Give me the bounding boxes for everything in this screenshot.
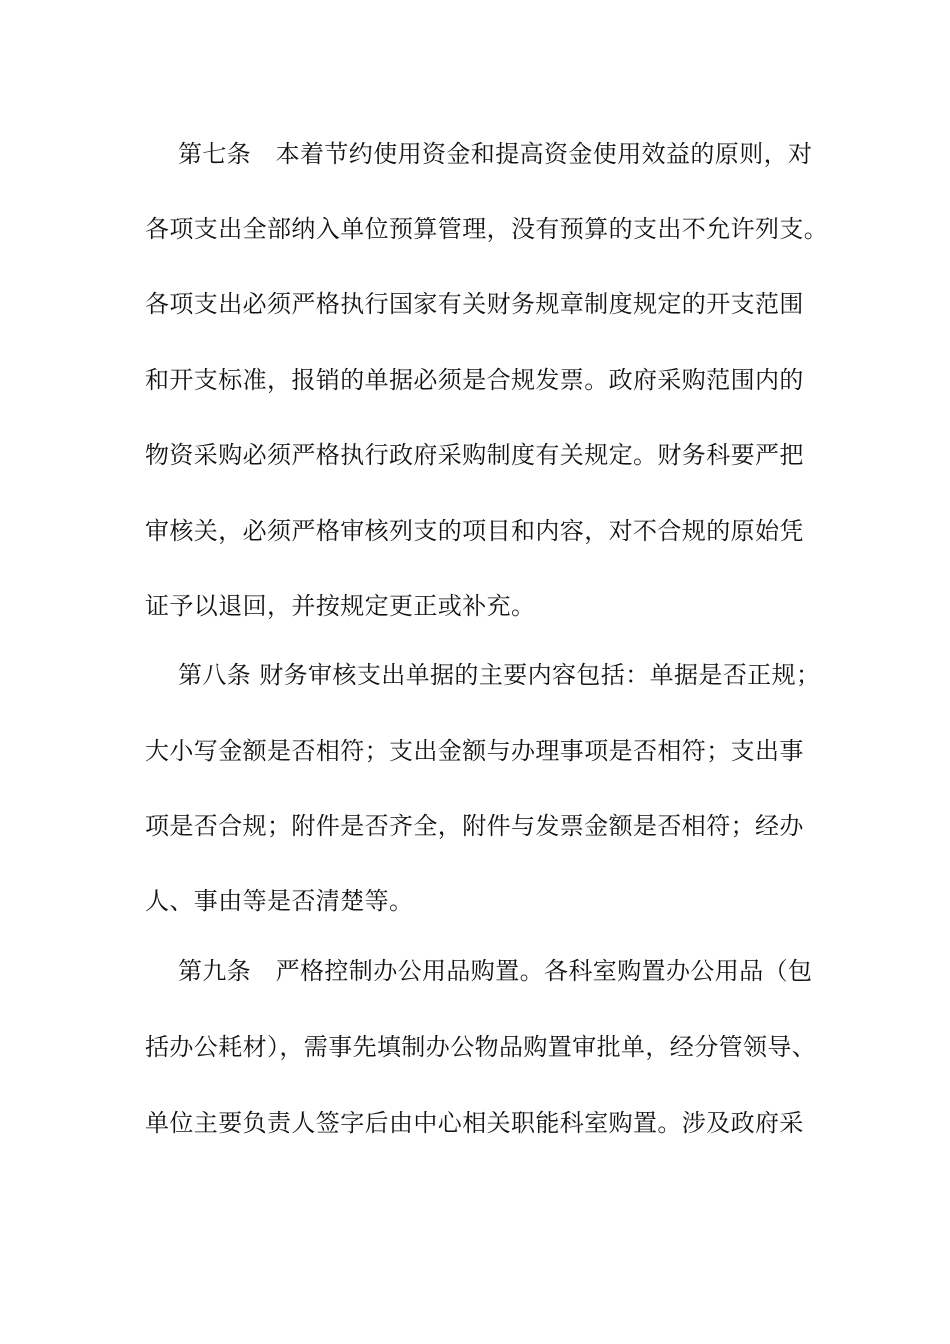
article-8-line-2: 大小写金额是否相符；支出金额与办理事项是否相符；支出事 — [145, 737, 804, 765]
article-8-line-1: 第八条 财务审核支出单据的主要内容包括：单据是否正规； — [178, 661, 821, 689]
article-7-line-7: 证予以退回，并按规定更正或补充。 — [145, 592, 536, 620]
article-9-line-2: 括办公耗材），需事先填制办公物品购置审批单，经分管领导、 — [145, 1033, 817, 1061]
article-7-line-3: 各项支出必须严格执行国家有关财务规章制度规定的开支范围 — [145, 290, 804, 318]
article-7-line-2: 各项支出全部纳入单位预算管理，没有预算的支出不允许列支。 — [145, 215, 829, 243]
article-9-line-3: 单位主要负责人签字后由中心相关职能科室购置。涉及政府采 — [145, 1109, 804, 1137]
article-8-line-4: 人、事由等是否清楚等。 — [145, 887, 414, 915]
article-7-line-5: 物资采购必须严格执行政府采购制度有关规定。财务科要严把 — [145, 441, 804, 469]
article-9-line-1: 第九条 严格控制办公用品购置。各科室购置办公用品（包 — [178, 957, 813, 985]
article-7-line-6: 审核关，必须严格审核列支的项目和内容，对不合规的原始凭 — [145, 517, 804, 545]
article-7-line-4: 和开支标准，报销的单据必须是合规发票。政府采购范围内的 — [145, 366, 804, 394]
article-8-line-3: 项是否合规；附件是否齐全，附件与发票金额是否相符；经办 — [145, 812, 804, 840]
article-7-line-1: 第七条 本着节约使用资金和提高资金使用效益的原则，对 — [178, 140, 813, 168]
